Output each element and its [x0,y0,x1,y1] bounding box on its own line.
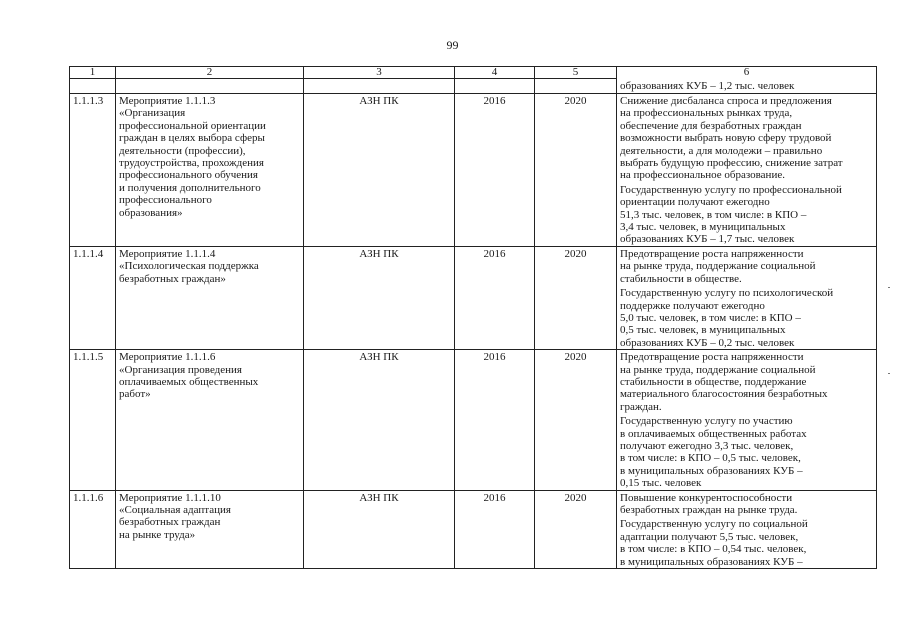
continuation-text: образованиях КУБ – 1,2 тыс. человек [620,79,795,92]
measure-name-line: Мероприятие 1.1.1.4 [119,247,216,260]
result-line: в том числе: в КПО – 0,54 тыс. человек, [620,543,807,556]
end-year-cell: 2020 [535,490,617,568]
result-line: адаптации получают 5,5 тыс. человек, [620,530,799,543]
result-paragraph [620,518,874,568]
measure-name-cell [116,94,304,247]
result-line: граждан. [620,400,662,413]
result-line: в муниципальных образованиях КУБ – [620,464,803,477]
expected-result-cell [617,94,877,247]
measure-name-line: «Организация проведения [119,363,242,376]
result-paragraph [620,287,874,349]
result-line: образованиях КУБ – 1,7 тыс. человек [620,233,795,246]
executor-cell: АЗН ПК [304,246,455,349]
result-line: Предотвращение роста напряженности [620,351,804,364]
measure-name-line: «Социальная адаптация [119,504,231,516]
measure-name-line: трудоустройства, прохождения [119,157,264,170]
executor-cell: АЗН ПК [304,490,455,568]
continuation-row [70,79,877,94]
measure-name-line: безработных граждан» [119,272,226,285]
result-line: Государственную услугу по профессиональной [620,183,842,196]
executor-cell: АЗН ПК [304,350,455,490]
continuation-cell-executor [304,79,455,94]
measure-name-line: «Психологическая поддержка [119,260,259,273]
measure-name-line: безработных граждан [119,516,221,529]
measure-name-line: «Организация [119,107,186,120]
table-row [70,94,877,247]
result-paragraph [620,351,874,413]
result-line: 51,3 тыс. человек, в том числе: в КПО – [620,208,807,221]
table-row [70,490,877,568]
start-year-cell: 2016 [455,246,535,349]
measure-name-cell [116,490,304,568]
result-paragraph [620,184,874,246]
end-year-cell: 2020 [535,94,617,247]
row-id-cell: 1.1.1.5 [70,350,116,490]
measure-name-line: деятельности (профессии), [119,144,246,157]
measure-name-line: Мероприятие 1.1.1.6 [119,351,216,364]
result-line: выбрать будущую профессию, снижение затрат [620,157,843,170]
expected-result-cell [617,350,877,490]
result-line: 0,15 тыс. человек [620,477,702,490]
column-header-3: 3 [304,67,455,79]
result-line: Повышение конкурентоспособности [620,491,793,504]
continuation-cell-name [116,79,304,94]
end-year-cell: 2020 [535,246,617,349]
result-line: Снижение дисбаланса спроса и предложения [620,95,832,107]
result-line: безработных граждан на рынке труда. [620,504,798,516]
measure-name-cell [116,246,304,349]
row-id-cell: 1.1.1.3 [70,94,116,247]
result-line: 3,4 тыс. человек, в муниципальных [620,221,786,234]
result-paragraph [620,492,874,517]
result-line: на рынке труда, поддержание социальной [620,363,816,376]
measure-name-line: и получения дополнительного [119,181,261,194]
result-line: стабильности в обществе. [620,272,742,285]
measure-name-line: профессионального обучения [119,169,258,182]
result-line: 5,0 тыс. человек, в том числе: в КПО – [620,311,801,324]
result-line: Государственную услугу по участию [620,415,793,428]
result-line: Государственную услугу по психологической [620,287,834,300]
result-line: деятельности, а для молодежи – правильно [620,144,823,157]
result-line: образованиях КУБ – 0,2 тыс. человек [620,336,795,349]
result-line: Государственную услугу по социальной [620,518,808,531]
margin-mark [888,373,890,374]
column-header-1: 1 [70,67,116,79]
result-line: обеспечение для безработных граждан [620,119,802,132]
table-row [70,350,877,490]
result-line: в том числе: в КПО – 0,5 тыс. человек, [620,452,801,465]
continuation-cell-end [535,79,617,94]
measure-name-line: Мероприятие 1.1.1.10 [119,491,221,504]
result-line: материального благосостояния безработных [620,388,828,401]
measure-name-cell [116,350,304,490]
column-header-6: 6 [617,67,877,79]
expected-result-cell [617,246,877,349]
continuation-cell-id [70,79,116,94]
start-year-cell: 2016 [455,94,535,247]
result-line: стабильности в обществе, поддержание [620,375,807,388]
measure-name-line: профессионального [119,194,212,207]
result-line: в оплачиваемых общественных работах [620,427,807,440]
result-line: на профессиональное образование. [620,169,785,182]
result-line: возможности выбрать новую сферу трудовой [620,132,832,145]
measure-name-line: оплачиваемых общественных [119,375,259,388]
page-number: 99 [446,38,459,52]
row-id-cell: 1.1.1.4 [70,246,116,349]
result-line: на рынке труда, поддержание социальной [620,260,816,273]
continuation-cell-start [455,79,535,94]
measure-name-line: образования» [119,206,183,219]
result-line: на профессиональных рынках труда, [620,107,793,120]
result-line: ориентации получают ежегодно [620,196,770,209]
column-header-5: 5 [535,67,617,79]
start-year-cell: 2016 [455,350,535,490]
continuation-cell-result [617,79,877,94]
result-line: получают ежегодно 3,3 тыс. человек, [620,439,794,452]
start-year-cell: 2016 [455,490,535,568]
margin-mark [888,287,890,288]
measure-name-line: на рынке труда» [119,528,196,541]
measures-table [69,66,877,569]
measure-name-line: Мероприятие 1.1.1.3 [119,95,216,107]
result-line: поддержке получают ежегодно [620,299,765,312]
measure-name-line: граждан в целях выбора сферы [119,132,265,145]
executor-cell: АЗН ПК [304,94,455,247]
row-id-cell: 1.1.1.6 [70,490,116,568]
result-paragraph [620,415,874,489]
column-header-2: 2 [116,67,304,79]
measure-name-line: работ» [119,388,151,401]
table-row [70,246,877,349]
result-paragraph [620,95,874,182]
result-line: Предотвращение роста напряженности [620,247,804,260]
column-number-row [70,67,877,79]
expected-result-cell [617,490,877,568]
end-year-cell: 2020 [535,350,617,490]
measure-name-line: профессиональной ориентации [119,119,266,132]
column-header-4: 4 [455,67,535,79]
result-paragraph [620,248,874,285]
result-line: 0,5 тыс. человек, в муниципальных [620,324,786,337]
result-line: в муниципальных образованиях КУБ – [620,555,803,568]
